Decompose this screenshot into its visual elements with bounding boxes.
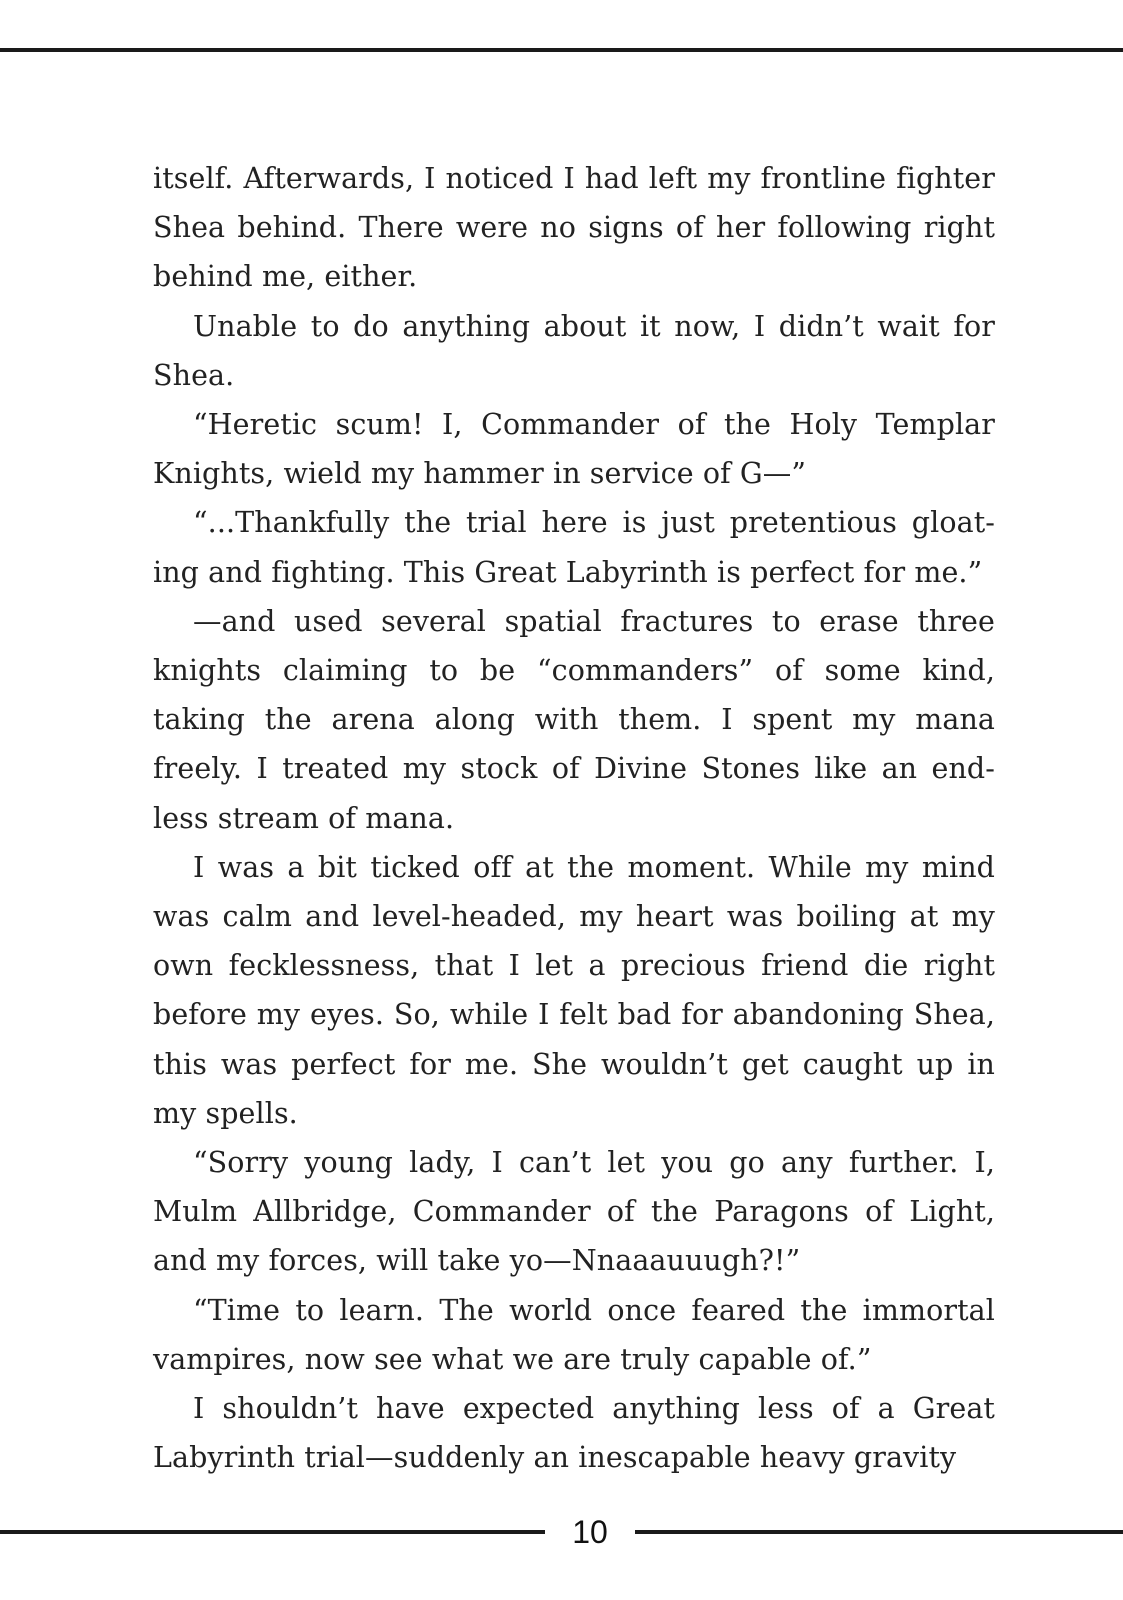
- footer-rule-right: [635, 1530, 1123, 1534]
- body-text: [153, 154, 995, 1482]
- paragraph: I was a bit ticked off at the moment. While my mind was calm and level-headed, my heart was boiling at my own fecklessness, that I let a precious friend die right before my eyes. So, while I felt bad for abandoning Shea, this was perfect for me. She wouldn’t get caught up in my spells.: [153, 850, 995, 1130]
- paragraph: itself. Afterwards, I noticed I had left my frontline fighter Shea behind. There were no signs of her following right behind me, either.: [153, 162, 995, 294]
- header-rule: [0, 48, 1123, 52]
- paragraph: —and used several spatial fractures to erase three knights claiming to be “commanders” of some kind, taking the arena along with them. I spent my mana freely. I treated my stock of Divine Stones like an end-less stream of mana.: [153, 604, 995, 835]
- paragraph: “Sorry young lady, I can’t let you go any further. I, Mulm Allbridge, Commander of the Paragons of Light, and my forces, will take yo—Nnaaauuugh?!”: [153, 1146, 995, 1278]
- footer-rule-left: [0, 1530, 545, 1534]
- paragraph: “Time to learn. The world once feared the immortal vampires, now see what we are truly capable of.”: [153, 1293, 995, 1376]
- paragraph: “...Thankfully the trial here is just pretentious gloat-ing and fighting. This Great Labyrinth is perfect for me.”: [153, 506, 995, 589]
- paragraph: Unable to do anything about it now, I didn’t wait for Shea.: [153, 309, 995, 392]
- paragraph: I shouldn’t have expected anything less of a Great Labyrinth trial—suddenly an inescapable heavy gravity: [153, 1392, 995, 1475]
- page-number: 10: [572, 1514, 608, 1550]
- paragraph: “Heretic scum! I, Commander of the Holy Templar Knights, wield my hammer in service of G—”: [153, 408, 995, 491]
